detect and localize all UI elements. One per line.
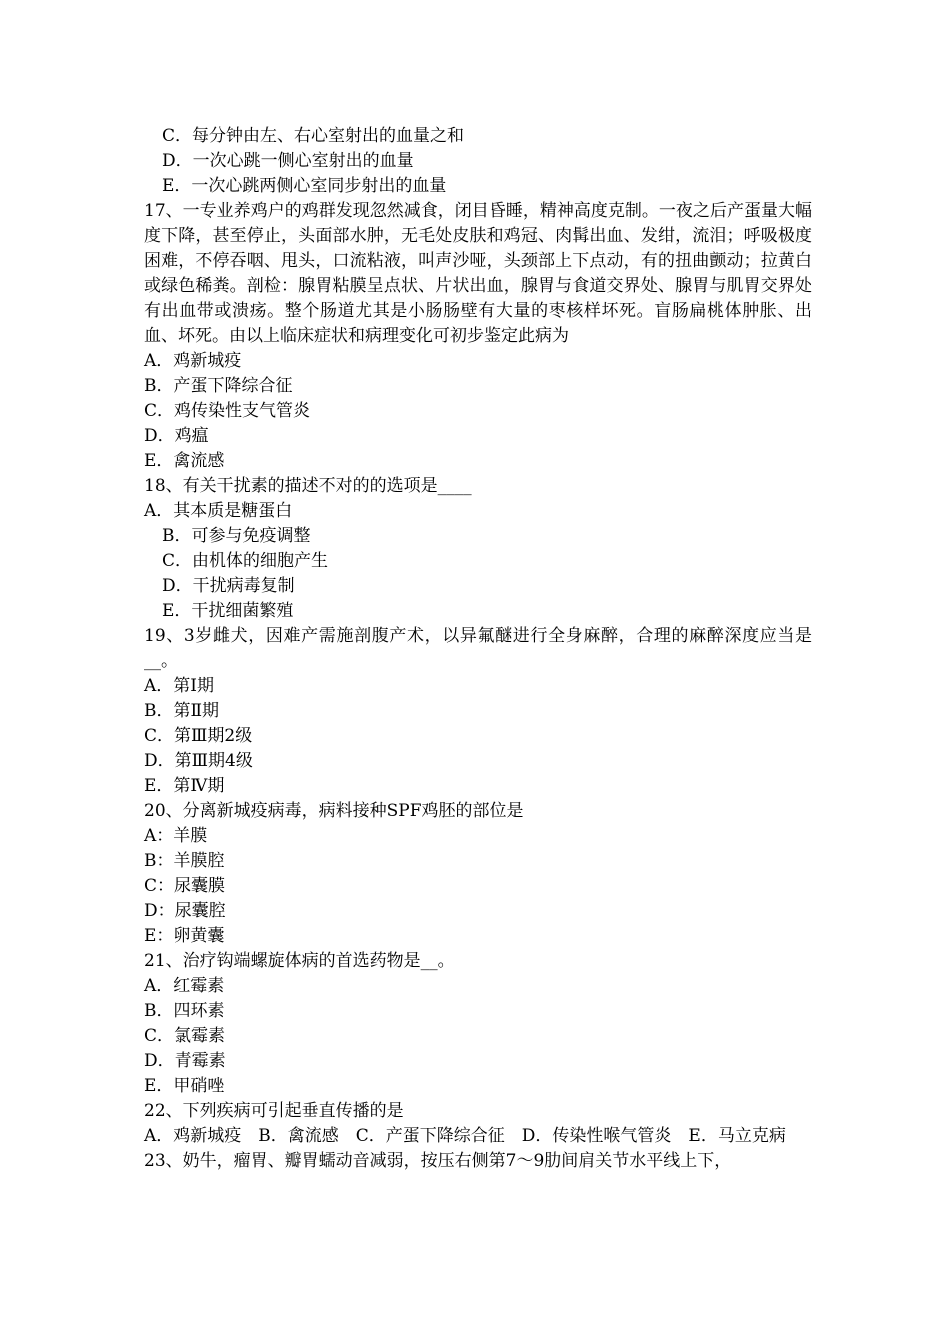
option-text: E．甲硝唑 [144, 1076, 225, 1096]
question-text: 21、治疗钩端螺旋体病的首选药物是__。 [144, 951, 455, 971]
option-text: A．鸡新城疫 [144, 351, 242, 371]
option-text: E．禽流感 [144, 451, 225, 471]
option-text: D．干扰病毒复制 [162, 576, 295, 596]
option-text: A．其本质是糖蛋白 [144, 501, 293, 521]
option-text: A．第Ⅰ期 [144, 676, 214, 696]
option-text: D．鸡瘟 [144, 426, 209, 446]
option-text: C．由机体的细胞产生 [162, 551, 329, 571]
question-text: 22、下列疾病可引起垂直传播的是 [144, 1101, 404, 1121]
option-text: C．第Ⅲ期2级 [144, 726, 253, 746]
option-text: E．干扰细菌繁殖 [162, 601, 294, 621]
option-text: A．鸡新城疫 B．禽流感 C．产蛋下降综合征 D．传染性喉气管炎 E．马立克病 [144, 1126, 786, 1146]
option-text: D．青霉素 [144, 1051, 226, 1071]
option-text: B．第Ⅱ期 [144, 701, 220, 721]
option-text: E．第Ⅳ期 [144, 776, 225, 796]
option-text: C．氯霉素 [144, 1026, 226, 1046]
option-text: B．可参与免疫调整 [162, 526, 311, 546]
option-text: C．鸡传染性支气管炎 [144, 401, 311, 421]
option-text: B：羊膜腔 [144, 851, 225, 871]
option-text: B．四环素 [144, 1001, 225, 1021]
option-text: A．红霉素 [144, 976, 225, 996]
question-text: 20、分离新城疫病毒，病料接种SPF鸡胚的部位是 [144, 801, 524, 821]
option-text: C：尿囊膜 [144, 876, 226, 896]
option-text: E：卵黄囊 [144, 926, 225, 946]
option-text: C．每分钟由左、右心室射出的血量之和 [162, 126, 465, 146]
option-text: D．第Ⅲ期4级 [144, 751, 253, 771]
option-text: A：羊膜 [144, 826, 208, 846]
document-page [144, 124, 812, 1174]
question-text: 19、3岁雌犬，因难产需施剖腹产术，以异氟醚进行全身麻醉，合理的麻醉深度应当是__。 [144, 626, 812, 671]
question-text: 17、一专业养鸡户的鸡群发现忽然减食，闭目昏睡，精神高度克制。一夜之后产蛋量大幅度下降，甚至停止，头面部水肿，无毛处皮肤和鸡冠、肉髯出血、发绀，流泪；呼吸极度困难，不停吞咽、甩头，口流粘液，叫声沙哑，头颈部上下点动，有的扭曲颤动；拉黄白或绿色稀粪。剖检：腺胃粘膜呈点状、片状出血，腺胃与食道交界处、腺胃与肌胃交界处有出血带或溃疡。整个肠道尤其是小肠肠壁有大量的枣核样坏死。盲肠扁桃体肿胀、出血、坏死。由以上临床症状和病理变化可初步鉴定此病为 [144, 201, 812, 346]
option-text: D．一次心跳一侧心室射出的血量 [162, 151, 414, 171]
option-text: B．产蛋下降综合征 [144, 376, 293, 396]
question-text: 23、奶牛，瘤胃、瓣胃蠕动音减弱，按压右侧第7～9肋间肩关节水平线上下， [144, 1151, 732, 1171]
question-text: 18、有关干扰素的描述不对的的选项是____ [144, 476, 472, 496]
option-text: E．一次心跳两侧心室同步射出的血量 [162, 176, 447, 196]
option-text: D：尿囊腔 [144, 901, 226, 921]
